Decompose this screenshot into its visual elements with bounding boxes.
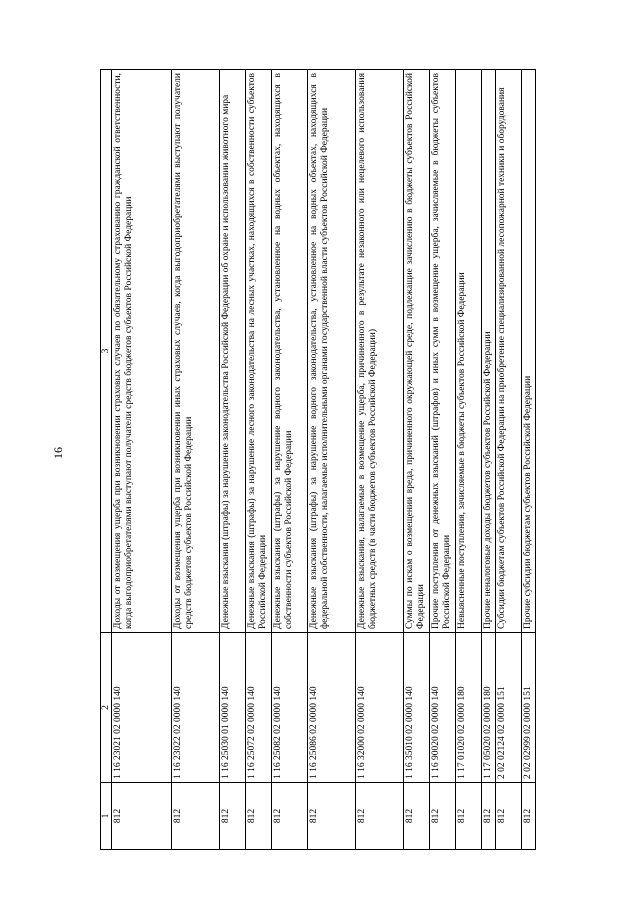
description-cell: Субсидии бюджетам субъектов Российской Федерации на приобретение специализированной лесопожарной техники и оборудования [496, 70, 522, 633]
budget-code-cell: 1 16 90020 02 0000 140 [430, 633, 456, 783]
header-col-3: 3 [101, 70, 112, 633]
description-cell: Денежные взыскания, налагаемые в возмещение ущерба, причиненного в результате незаконного или нецелевого использования бюджетных средств (в части бюджетов субъектов Российской Федерации) [356, 70, 404, 633]
page-number: 16 [51, 447, 65, 459]
table-row [522, 70, 536, 850]
header-col-2: 2 [101, 633, 112, 783]
table-row [246, 70, 272, 850]
description-cell: Прочие неналоговые доходы бюджетов субъектов Российской Федерации [482, 70, 496, 633]
admin-code-cell: 812 [430, 783, 456, 850]
admin-code-cell: 812 [496, 783, 522, 850]
budget-code-cell: 1 16 35010 02 0000 140 [404, 633, 430, 783]
budget-code-cell: 1 16 23021 02 0000 140 [112, 633, 172, 783]
table-row [496, 70, 522, 850]
admin-code-cell: 812 [456, 783, 482, 850]
table-row [482, 70, 496, 850]
admin-code-cell: 812 [112, 783, 172, 850]
description-cell: Доходы от возмещения ущерба при возникновении страховых случаев по обязательному страхованию гражданской ответственности, когда выгодоприобретателями выступают получатели средств бюджетов субъектов Российской Федерации [112, 70, 172, 633]
budget-code-cell: 1 17 05020 02 0000 180 [482, 633, 496, 783]
admin-code-cell: 812 [522, 783, 536, 850]
description-cell: Денежные взыскания (штрафы) за нарушение водного законодательства, установленное на водных объектах, находящихся в федеральной собственности, налагаемые исполнительными органами государственной власти субъектов Российской Федерации [308, 70, 356, 633]
table-row [272, 70, 308, 850]
description-cell: Денежные взыскания (штрафы) за нарушение водного законодательства, установленное на водных объектах, находящихся в собственности субъектов Российской Федерации [272, 70, 308, 633]
budget-code-cell: 2 02 02124 02 0000 151 [496, 633, 522, 783]
budget-code-cell: 1 16 23022 02 0000 140 [172, 633, 220, 783]
admin-code-cell: 812 [308, 783, 356, 850]
table-row [112, 70, 172, 850]
admin-code-cell: 812 [272, 783, 308, 850]
admin-code-cell: 812 [482, 783, 496, 850]
table-row [172, 70, 220, 850]
budget-code-cell: 1 16 25030 01 0000 140 [220, 633, 246, 783]
table-row [404, 70, 430, 850]
budget-code-cell: 1 17 01020 02 0000 180 [456, 633, 482, 783]
description-cell: Невыясненные поступления, зачисляемые в бюджеты субъектов Российской Федерации [456, 70, 482, 633]
header-col-1: 1 [101, 783, 112, 850]
revenue-codes-table [100, 69, 536, 850]
table-row [356, 70, 404, 850]
admin-code-cell: 812 [356, 783, 404, 850]
budget-code-cell: 1 16 25072 02 0000 140 [246, 633, 272, 783]
table-row [430, 70, 456, 850]
description-cell: Прочие поступления от денежных взысканий (штрафов) и иных сумм в возмещение ущерба, зачисляемые в бюджеты субъектов Российской Федерации [430, 70, 456, 633]
rotated-table-container [100, 70, 561, 850]
table-row [308, 70, 356, 850]
description-cell: Прочие субсидии бюджетам субъектов Российской Федерации [522, 70, 536, 633]
description-cell: Денежные взыскания (штрафы) за нарушение законодательства Российской Федерации об охране и использовании животного мира [220, 70, 246, 633]
description-cell: Суммы по искам о возмещении вреда, причиненного окружающей среде, подлежащие зачислению в бюджеты субъектов Российской Федерации [404, 70, 430, 633]
description-cell: Денежные взыскания (штрафы) за нарушение лесного законодательства на лесных участках, находящихся в собственности субъектов Российской Федерации [246, 70, 272, 633]
admin-code-cell: 812 [246, 783, 272, 850]
table-row [220, 70, 246, 850]
admin-code-cell: 812 [404, 783, 430, 850]
budget-code-cell: 1 16 25086 02 0000 140 [308, 633, 356, 783]
budget-code-cell: 2 02 02999 02 0000 151 [522, 633, 536, 783]
admin-code-cell: 812 [220, 783, 246, 850]
budget-code-cell: 1 16 25082 02 0000 140 [272, 633, 308, 783]
table-header-row [101, 70, 112, 850]
table-row [456, 70, 482, 850]
budget-code-cell: 1 16 32000 02 0000 140 [356, 633, 404, 783]
admin-code-cell: 812 [172, 783, 220, 850]
description-cell: Доходы от возмещения ущерба при возникновении иных страховых случаев, когда выгодоприобретателями выступают получатели средств бюджетов субъектов Российской Федерации [172, 70, 220, 633]
